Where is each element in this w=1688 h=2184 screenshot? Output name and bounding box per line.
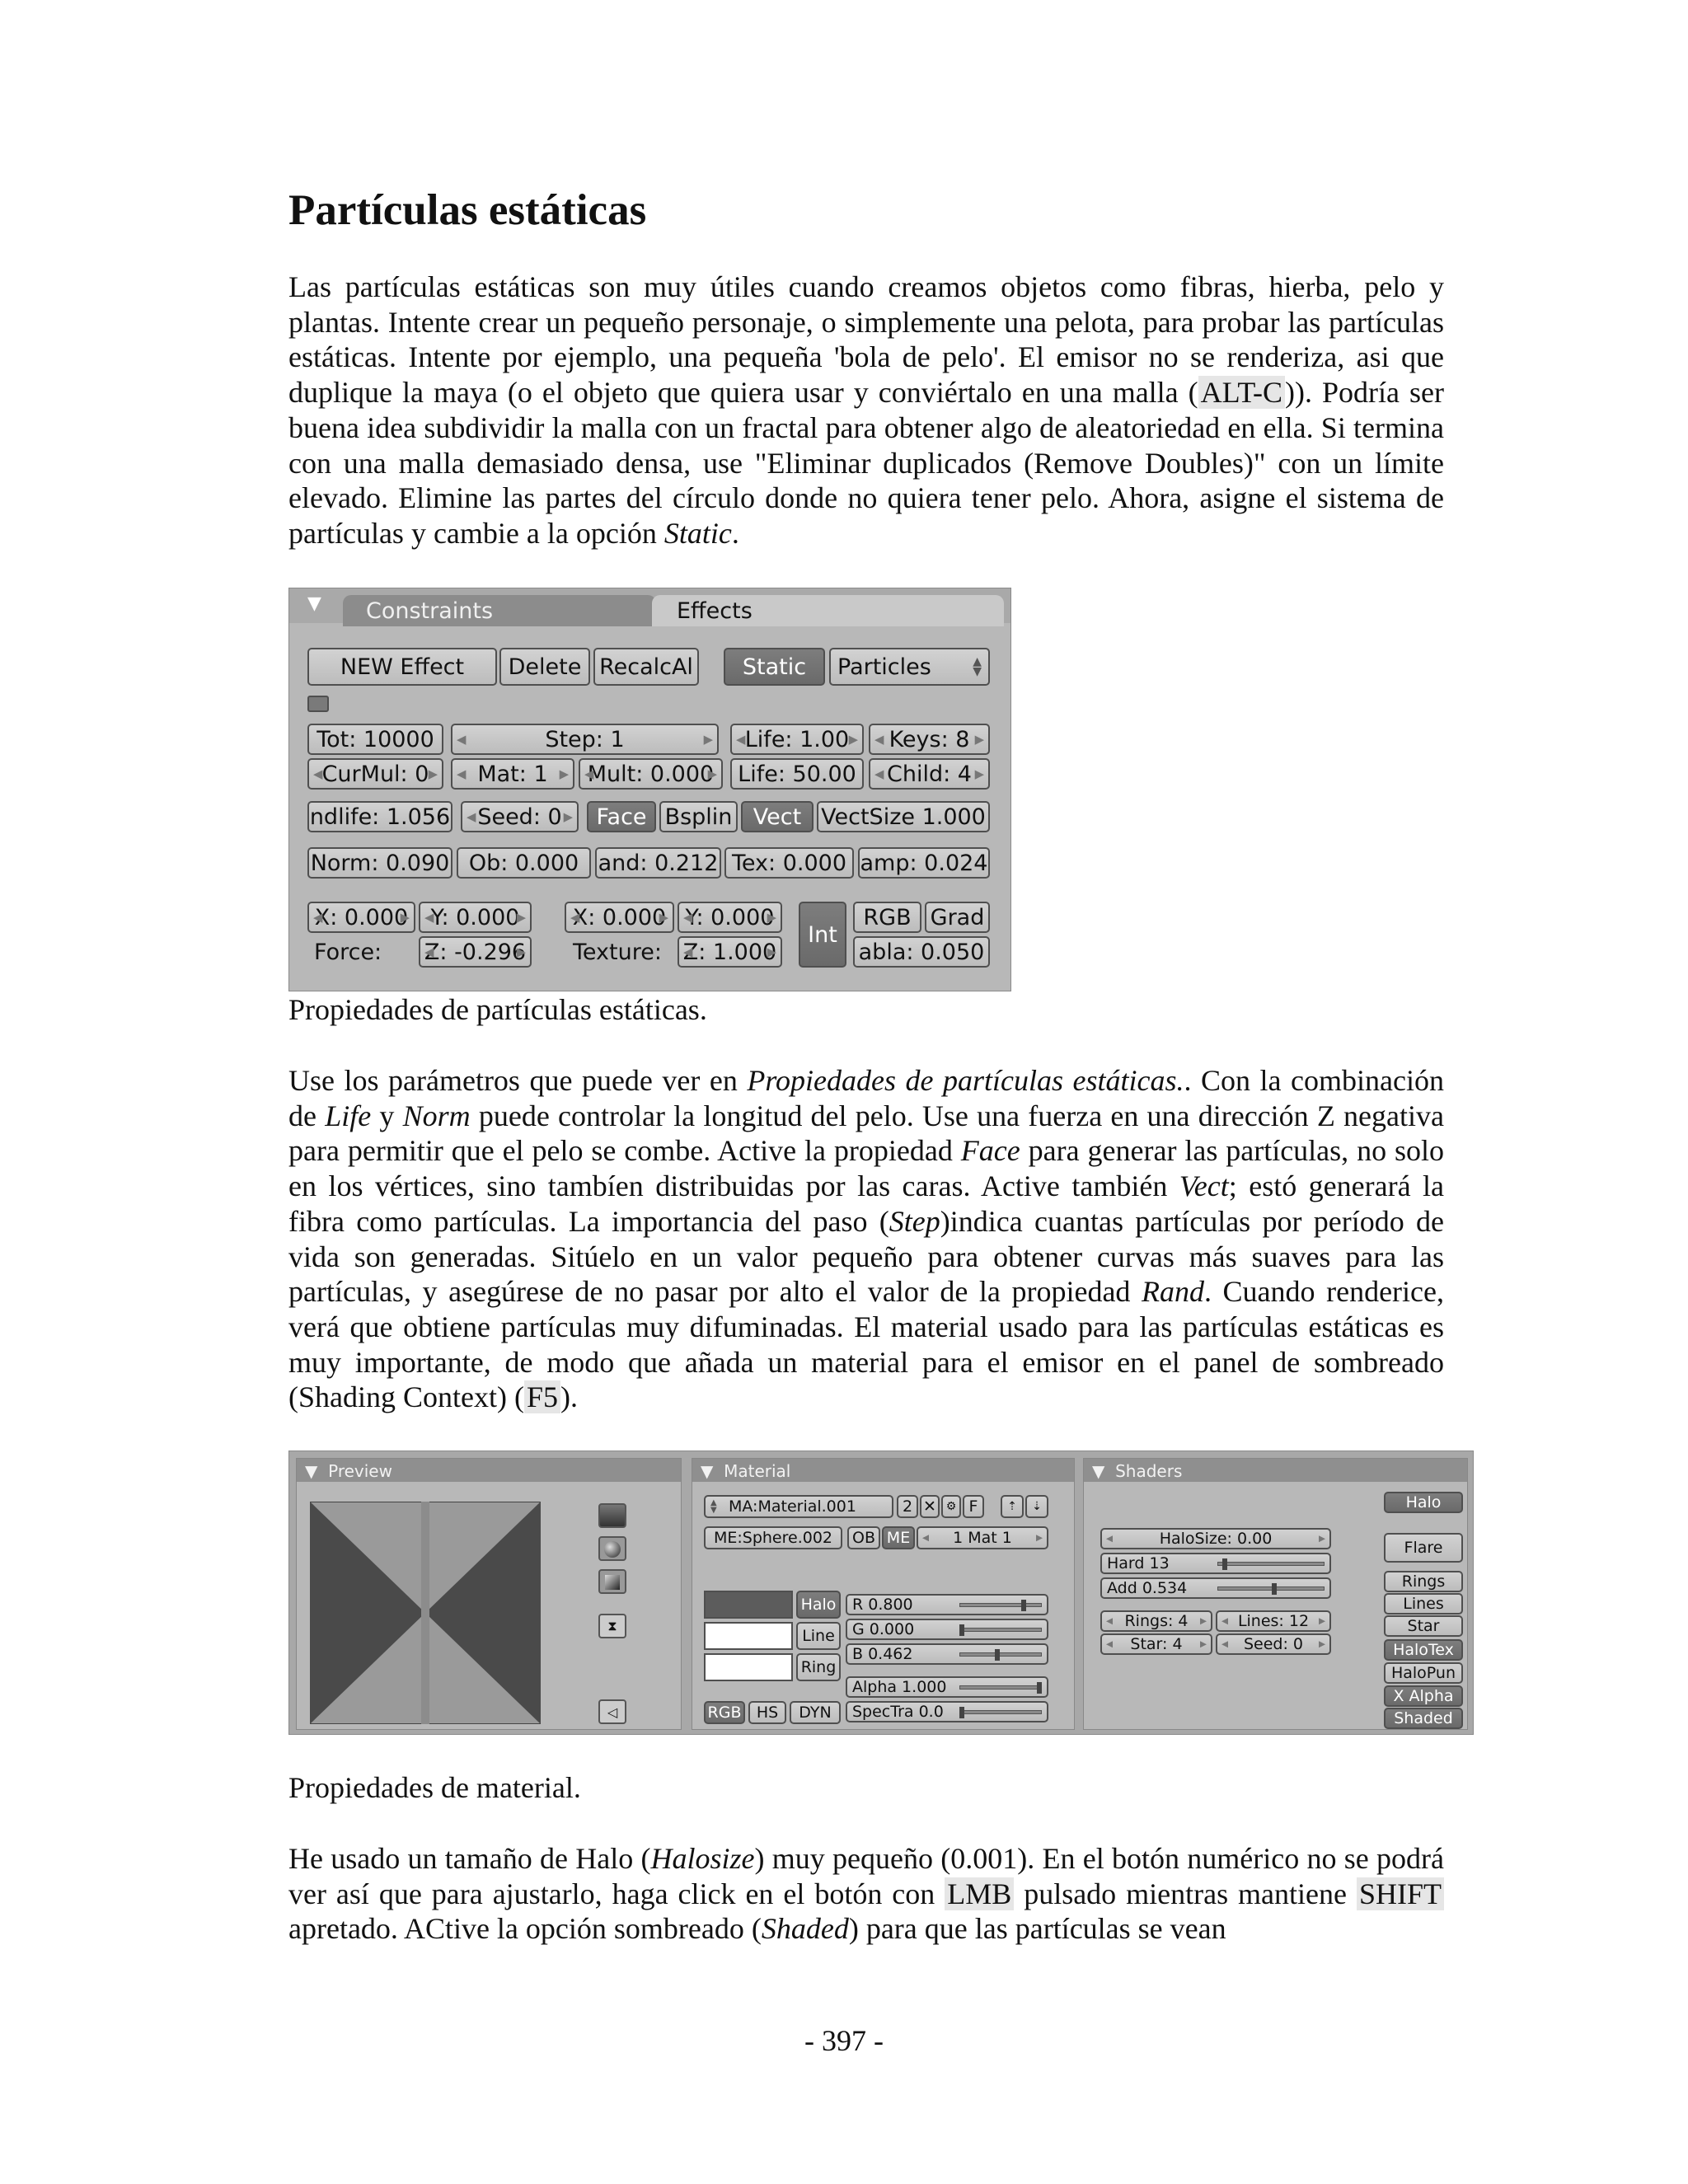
shaders-title xyxy=(1092,1460,1182,1482)
b-slider-label: B 0.462 xyxy=(852,1645,913,1663)
rings-label: ◀ Rings: 4 xyxy=(1124,1612,1189,1630)
force-x-label: ◀ X: 0.000 xyxy=(314,904,409,930)
halopuno-toggle[interactable] xyxy=(1384,1662,1463,1684)
halo-size-label: ◀ HaloSize: 0.00 xyxy=(1159,1530,1273,1548)
seed-label: ◀ Seed: 0 xyxy=(477,804,562,830)
alpha-slider-knob xyxy=(1037,1682,1042,1694)
emphasis-rand: Rand xyxy=(1141,1275,1204,1309)
text-line: podrá ver así que para ajustarlo, haga click en el botón con xyxy=(288,1842,1445,1910)
emphasis-step: Step xyxy=(889,1204,940,1238)
preview-render xyxy=(310,1502,541,1724)
halo-seed-label: ◀ Seed: 0 xyxy=(1243,1635,1304,1653)
rings-toggle-label: Rings xyxy=(1401,1572,1446,1591)
b-slider-knob xyxy=(995,1649,1000,1661)
vect-toggle[interactable] xyxy=(741,801,814,832)
tot-label: Tot: 10000 xyxy=(316,726,434,752)
line-color-swatch[interactable] xyxy=(704,1622,793,1650)
flare-toggle[interactable] xyxy=(1384,1533,1463,1563)
add-slider-track xyxy=(1217,1586,1325,1591)
tab-constraints-label: Constraints xyxy=(366,598,494,624)
material-panels-screenshot xyxy=(288,1451,1474,1735)
emphasis-life: Life xyxy=(325,1099,372,1132)
hs-mode-label: HS xyxy=(756,1704,779,1722)
paragraph-intro xyxy=(288,269,1444,551)
line-color-label: Line xyxy=(802,1627,835,1645)
car-icon[interactable]: ⚙ xyxy=(941,1495,961,1518)
g-slider[interactable] xyxy=(846,1619,1048,1640)
caption-material: Propiedades de material. xyxy=(288,1771,581,1804)
collapse-triangle-icon[interactable]: ▼ xyxy=(307,593,321,614)
seed-field[interactable] xyxy=(461,801,579,832)
particles-label: Particles xyxy=(837,654,931,680)
recalc-label: RecalcAl xyxy=(599,654,693,680)
rgb-toggle[interactable] xyxy=(853,902,921,933)
halo-seed-field[interactable] xyxy=(1216,1633,1331,1655)
emphasis-static: Static xyxy=(663,516,732,550)
child-field[interactable] xyxy=(869,758,990,790)
rings-toggle[interactable] xyxy=(1384,1571,1463,1592)
material-name-label: MA:Material.001 xyxy=(729,1497,856,1516)
norm-field[interactable] xyxy=(307,847,452,879)
ring-color-swatch[interactable] xyxy=(704,1653,793,1681)
face-toggle[interactable] xyxy=(587,801,656,832)
life-field[interactable] xyxy=(730,724,864,755)
text-line: Las partículas estáticas son muy útiles cuando creamos objetos como fibras, hierba, pelo y xyxy=(288,270,1444,303)
mult-field[interactable] xyxy=(579,758,723,790)
emphasis-face: Face xyxy=(960,1134,1020,1168)
mat-label: ◀ Mat: 1 xyxy=(477,761,548,787)
r-slider-knob xyxy=(1021,1600,1026,1611)
halo-size-field[interactable] xyxy=(1100,1528,1331,1549)
keys-label: ◀ Keys: 8 xyxy=(889,726,970,752)
force-z-label: ◀ Z: -0.296 xyxy=(424,939,527,965)
halo-toggle-label: Halo xyxy=(1405,1493,1442,1511)
text-line: también xyxy=(1071,1169,1179,1203)
text-line: pulsado mientras mantiene xyxy=(1014,1877,1347,1910)
g-slider-label: G 0.000 xyxy=(852,1620,915,1638)
emphasis-vect: Vect xyxy=(1179,1169,1229,1203)
ob-label: Ob: 0.000 xyxy=(468,850,579,876)
preview-panel xyxy=(296,1458,682,1730)
sky-preview-icon[interactable]: ◁ xyxy=(598,1699,626,1724)
text-line: asi que duplique la maya (o el objeto que quiera usar y conviértalo en una malla ( xyxy=(288,340,1445,410)
halotex-toggle[interactable] xyxy=(1384,1639,1463,1661)
fake-user-button[interactable] xyxy=(963,1495,984,1518)
mesh-name-label: ME:Sphere.002 xyxy=(713,1529,833,1547)
bspline-label: Bsplin xyxy=(664,804,733,830)
texture-label: Texture: xyxy=(573,940,662,965)
rgb-label: RGB xyxy=(863,904,912,930)
particles-select[interactable] xyxy=(829,648,990,686)
halo-color-label: Halo xyxy=(800,1596,837,1614)
text-line: propiedad xyxy=(1011,1275,1142,1309)
hard-slider-label: Hard 13 xyxy=(1107,1554,1170,1572)
text-line: usado para las partículas estáticas es muy importante, de modo que añada un material para el xyxy=(288,1310,1444,1379)
up-arrow-icon[interactable]: ⇡ xyxy=(1001,1495,1024,1518)
vect-label: Vect xyxy=(753,804,802,830)
spectra-slider-track xyxy=(959,1710,1042,1714)
flare-toggle-label: Flare xyxy=(1404,1539,1443,1557)
text-line: ) muy pequeño (0.001). En el botón numérico no se xyxy=(754,1842,1369,1875)
curmul-field[interactable] xyxy=(307,758,443,790)
hard-slider-knob xyxy=(1222,1558,1227,1570)
halo-color-button[interactable] xyxy=(796,1591,841,1619)
g-slider-track xyxy=(959,1628,1042,1632)
tex-label: Tex: 0.000 xyxy=(732,850,846,876)
lines-toggle[interactable] xyxy=(1384,1593,1463,1615)
text-line: Doubles)" con un límite elevado. Elimine las partes del círculo donde no quiera tener pelo. xyxy=(288,446,1444,515)
add-slider[interactable] xyxy=(1100,1577,1331,1599)
text-line: ; estó generará la fibra como partículas. La importancia del paso ( xyxy=(288,1169,1445,1238)
hs-mode-button[interactable] xyxy=(748,1701,786,1724)
xalpha-toggle-label: X Alpha xyxy=(1393,1687,1454,1705)
damp-label: amp: 0.024 xyxy=(860,850,988,876)
mesh-name-field[interactable] xyxy=(704,1526,842,1549)
r-slider[interactable] xyxy=(846,1594,1048,1615)
damp-field[interactable] xyxy=(858,847,990,879)
texture-x-label: ◀ X: 0.000 xyxy=(572,904,667,930)
text-line: Podría ser buena idea subdividir la malla con un fractal para obtener algo de aleatoriedad en xyxy=(288,376,1445,444)
material-index-field[interactable] xyxy=(917,1526,1048,1549)
me-link-button[interactable] xyxy=(882,1526,915,1549)
lines-toggle-label: Lines xyxy=(1403,1595,1444,1613)
effects-panel-screenshot xyxy=(288,588,1011,991)
add-slider-label: Add 0.534 xyxy=(1107,1579,1188,1597)
text-line: . Cuando renderice, verá que obtiene partículas muy difuminadas. El material xyxy=(288,1275,1444,1343)
rgb-mode-button[interactable] xyxy=(704,1701,745,1724)
flat-preview-icon[interactable] xyxy=(598,1503,626,1528)
ob-field[interactable] xyxy=(457,847,591,879)
alpha-slider[interactable] xyxy=(846,1676,1048,1698)
material-name-field[interactable] xyxy=(704,1495,893,1518)
norm-label: Norm: 0.090 xyxy=(310,850,450,876)
key-alt-c: ALT-C xyxy=(1198,376,1285,409)
bspline-toggle[interactable] xyxy=(659,801,738,832)
text-line: emisor en el panel de sombreado (Shading Context) ( xyxy=(288,1345,1444,1414)
preview-title-label: Preview xyxy=(328,1461,392,1481)
mat-field[interactable] xyxy=(451,758,574,790)
randlife-field[interactable] xyxy=(307,801,452,832)
lines-label: ◀ Lines: 12 xyxy=(1237,1612,1310,1630)
spectra-slider-knob xyxy=(959,1707,964,1718)
material-title xyxy=(701,1460,790,1482)
text-line: )indica xyxy=(940,1204,1023,1238)
star-field[interactable] xyxy=(1100,1633,1212,1655)
text-line: dirección Z negativa para permitir que el pelo se combe. Active la propiedad xyxy=(288,1099,1444,1168)
ring-color-label: Ring xyxy=(800,1658,837,1676)
dyn-mode-label: DYN xyxy=(799,1704,832,1722)
shaders-title-label: Shaders xyxy=(1115,1461,1183,1481)
nabla-label: abla: 0.050 xyxy=(858,939,985,965)
down-arrow-icon[interactable]: ⇣ xyxy=(1025,1495,1048,1518)
force-z-field[interactable] xyxy=(419,936,532,968)
b-slider[interactable] xyxy=(846,1643,1048,1665)
halo-toggle[interactable] xyxy=(1384,1492,1463,1513)
text-line: He usado un tamaño de Halo ( xyxy=(288,1842,651,1875)
page-number: - 397 - xyxy=(804,2024,884,2057)
nabla-field[interactable] xyxy=(853,936,990,968)
tab-effects-label: Effects xyxy=(677,598,753,624)
paragraph-parameters xyxy=(288,1063,1444,1415)
small-square-indicator[interactable] xyxy=(307,696,329,712)
emphasis-shaded: Shaded xyxy=(761,1912,849,1946)
fake-user-label: F xyxy=(968,1497,978,1516)
updown-arrows-icon: ▲ ▼ xyxy=(973,655,982,678)
g-slider-knob xyxy=(959,1624,964,1636)
star-toggle-label: Star xyxy=(1407,1617,1440,1635)
sphere-preview-icon[interactable] xyxy=(598,1536,626,1561)
recalc-all-button[interactable] xyxy=(593,648,699,686)
grad-label: Grad xyxy=(930,904,985,930)
text-line: partículas estáticas. Intente por ejemplo, una pequeña 'bola de pelo'. El emisor no se renderiza, xyxy=(288,305,1444,374)
rand-label: and: 0.212 xyxy=(598,850,719,876)
star-label: ◀ Star: 4 xyxy=(1130,1635,1183,1653)
ob-link-label: OB xyxy=(852,1529,875,1547)
caption-effects: Propiedades de partículas estáticas. xyxy=(288,993,707,1026)
alpha-slider-label: Alpha 1.000 xyxy=(852,1678,947,1696)
keys-field[interactable] xyxy=(869,724,990,755)
key-lmb: LMB xyxy=(945,1877,1014,1910)
force-x-field[interactable] xyxy=(307,902,415,933)
halopuno-toggle-label: HaloPun xyxy=(1390,1664,1456,1682)
text-line: para xyxy=(1020,1134,1080,1168)
text-line: combinación de xyxy=(288,1064,1444,1132)
ob-link-button[interactable] xyxy=(847,1526,880,1549)
force-label: Force: xyxy=(314,940,382,965)
tex-field[interactable] xyxy=(724,847,854,879)
text-line: y xyxy=(371,1099,403,1132)
updown-arrows-icon: ▲ ▼ xyxy=(710,1498,717,1515)
texture-z-label: ◀ Z: 1.000 xyxy=(682,939,777,965)
emphasis-norm: Norm xyxy=(402,1099,471,1132)
vectsize-label: VectSize 1.000 xyxy=(821,804,986,830)
text-line: puede controlar la longitud del pelo. Use una fuerza en una xyxy=(470,1099,1190,1132)
vectsize-field[interactable] xyxy=(817,801,990,832)
text-line: obtener curvas más suaves para las partículas, y asegúrese de no pasar por alto el valor de la xyxy=(288,1240,1445,1309)
cube-preview-icon[interactable] xyxy=(598,1569,626,1594)
paragraph-halo xyxy=(288,1841,1444,1947)
spectra-slider-label: SpecTra 0.0 xyxy=(852,1703,944,1721)
material-panel xyxy=(692,1458,1075,1730)
force-y-field[interactable] xyxy=(419,902,532,933)
grad-toggle[interactable] xyxy=(925,902,990,933)
unlink-x-icon[interactable]: ✕ xyxy=(920,1495,940,1518)
key-shift: SHIFT xyxy=(1357,1877,1444,1910)
emphasis-halosize: Halosize xyxy=(650,1842,755,1875)
key-f5: F5 xyxy=(524,1380,560,1413)
life-label: ◀ Life: 1.00 xyxy=(744,726,850,752)
collapse-triangle-icon[interactable]: ▼ xyxy=(701,1461,724,1481)
monkey-preview-icon[interactable]: ⧗ xyxy=(598,1614,626,1638)
text-line: )). xyxy=(1285,376,1313,410)
texture-x-field[interactable] xyxy=(565,902,674,933)
halo-color-swatch[interactable] xyxy=(704,1591,793,1619)
mult-label: ◀ Mult: 0.000 xyxy=(587,761,715,787)
r-slider-track xyxy=(959,1603,1042,1607)
step-label: ◀ Step: 1 xyxy=(545,726,625,752)
alpha-slider-track xyxy=(959,1685,1042,1690)
tot-field[interactable] xyxy=(307,724,443,755)
dyn-mode-button[interactable] xyxy=(790,1701,841,1724)
material-index-label: ◀ 1 Mat 1 xyxy=(953,1529,1012,1547)
curmul-label: ◀ CurMul: 0 xyxy=(321,761,429,787)
emphasis-ref: Propiedades de partículas estáticas. xyxy=(747,1064,1184,1097)
int-toggle[interactable] xyxy=(799,902,846,968)
shaded-toggle-label: Shaded xyxy=(1394,1709,1453,1727)
preview-title xyxy=(305,1460,392,1482)
star-toggle[interactable] xyxy=(1384,1615,1463,1637)
face-label: Face xyxy=(596,804,647,830)
b-slider-track xyxy=(959,1652,1042,1657)
text-line: ella. Si termina con una malla demasiado densa, use "Eliminar duplicados (Remove xyxy=(288,410,1445,480)
delete-label: Delete xyxy=(508,654,582,680)
texture-y-field[interactable] xyxy=(678,902,782,933)
text-line: apretado. ACtive la opción sombreado ( xyxy=(288,1912,762,1946)
texture-y-label: ◀ Y: 0.000 xyxy=(685,904,775,930)
xalpha-toggle[interactable] xyxy=(1384,1685,1463,1707)
me-link-label: ME xyxy=(886,1529,911,1547)
spectra-slider[interactable] xyxy=(846,1701,1048,1722)
delete-button[interactable] xyxy=(499,648,590,686)
child-life-field[interactable] xyxy=(730,758,864,790)
material-title-label: Material xyxy=(724,1461,791,1481)
static-toggle[interactable] xyxy=(724,648,825,686)
collapse-triangle-icon[interactable]: ▼ xyxy=(305,1461,329,1481)
randlife-label: ndlife: 1.056 xyxy=(309,804,451,830)
text-line: ). xyxy=(560,1380,578,1414)
shaded-toggle[interactable] xyxy=(1384,1708,1463,1729)
text-line: plantas. Intente crear un pequeño personaje, o simplemente una pelota, para probar las xyxy=(288,305,1321,339)
child-label: ◀ Child: 4 xyxy=(887,761,972,787)
static-label: Static xyxy=(742,654,807,680)
texture-z-field[interactable] xyxy=(678,936,782,968)
text-line: Ahora, asigne el sistema de partículas y cambie a la opción xyxy=(288,481,1444,550)
users-count[interactable] xyxy=(897,1495,918,1518)
text-line: cuantas partículas por período de vida son generadas. Sitúelo en un valor pequeño para xyxy=(288,1204,1445,1273)
line-color-button[interactable] xyxy=(796,1622,841,1650)
rgb-mode-label: RGB xyxy=(707,1704,742,1722)
tab-effects[interactable] xyxy=(652,595,1004,626)
text-line: . xyxy=(731,516,739,550)
int-label: Int xyxy=(808,921,837,948)
r-slider-label: R 0.800 xyxy=(852,1596,913,1614)
ring-color-button[interactable] xyxy=(796,1653,841,1681)
step-field[interactable] xyxy=(451,724,719,755)
shaders-panel xyxy=(1083,1458,1468,1730)
hard-slider[interactable] xyxy=(1100,1553,1331,1574)
rings-field[interactable] xyxy=(1100,1610,1212,1632)
page-title: Partículas estáticas xyxy=(288,186,647,234)
new-effect-button[interactable] xyxy=(307,648,497,686)
lines-field[interactable] xyxy=(1216,1610,1331,1632)
users-label: 2 xyxy=(902,1497,913,1516)
text-line: generar las partículas, no solo en los vértices, sino tambíen distribuidas por las caras. Active xyxy=(288,1134,1445,1203)
tab-constraints[interactable] xyxy=(343,595,656,626)
add-slider-knob xyxy=(1272,1583,1277,1595)
halotex-toggle-label: HaloTex xyxy=(1393,1641,1454,1659)
text-line: ) para que las partículas se vean xyxy=(848,1912,1226,1946)
force-y-label: ◀ Y: 0.000 xyxy=(430,904,520,930)
child-life-label: Life: 50.00 xyxy=(738,761,856,787)
new-effect-label: NEW Effect xyxy=(340,654,465,680)
text-line: Use los parámetros que puede ver en xyxy=(288,1064,748,1097)
collapse-triangle-icon[interactable]: ▼ xyxy=(1092,1461,1116,1481)
text-line: . Con la xyxy=(1184,1064,1282,1097)
rand-field[interactable] xyxy=(595,847,721,879)
hard-slider-track xyxy=(1217,1562,1325,1566)
